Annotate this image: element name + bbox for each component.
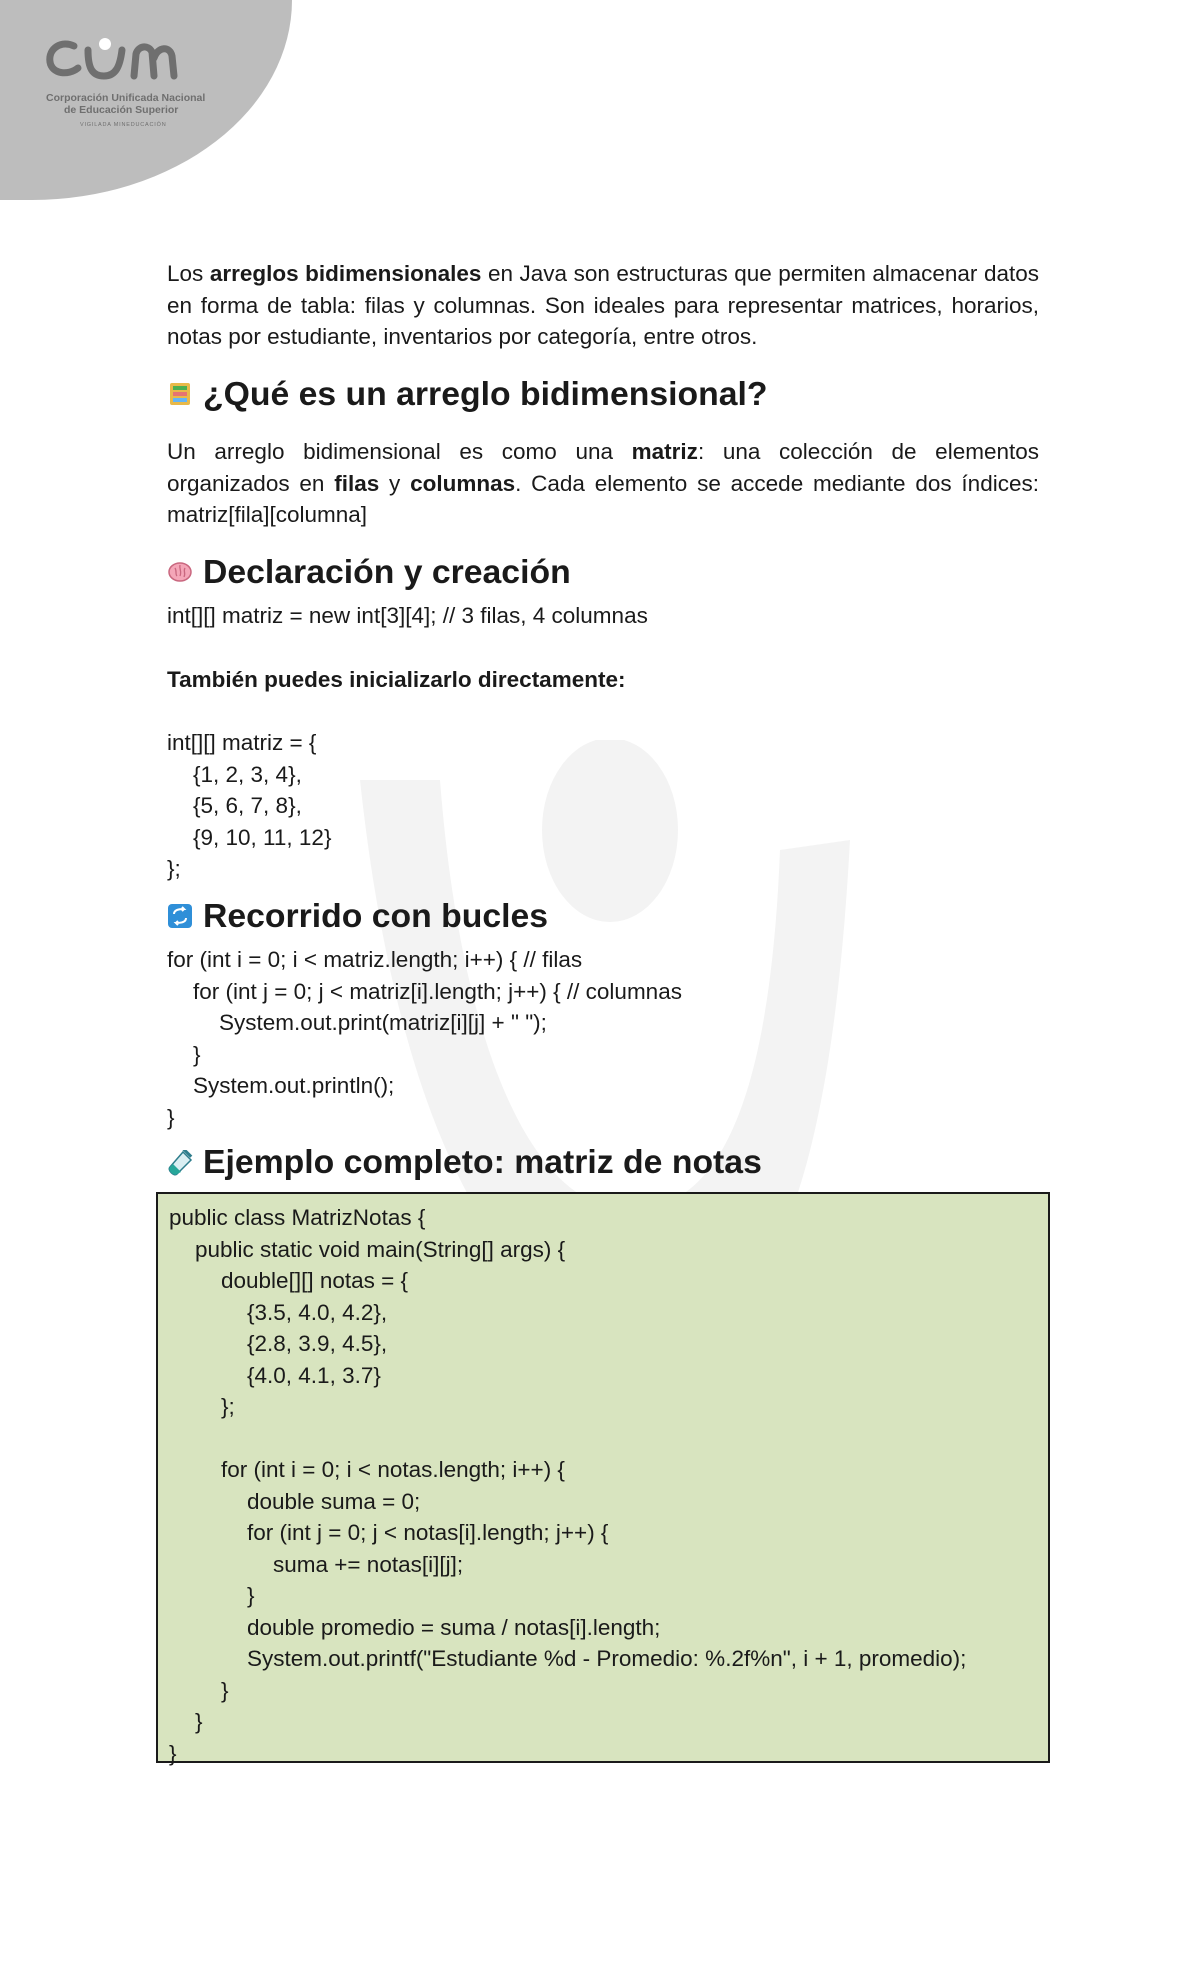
code-line: for (int j = 0; j < matriz[i].length; j++) { // columnas — [193, 978, 682, 1004]
test-tube-icon — [167, 1150, 193, 1176]
logo-text-line3: VIGILADA MINEDUCACIÓN — [80, 122, 167, 128]
code-line: public class MatrizNotas { — [169, 1205, 426, 1230]
code-line: System.out.printf("Estudiante %d - Promedio: %.2f%n", i + 1, promedio); — [247, 1646, 967, 1671]
code-line: System.out.println(); — [193, 1073, 395, 1098]
code-line: {3.5, 4.0, 4.2}, — [247, 1299, 388, 1325]
code-line: } — [195, 1709, 203, 1734]
code-line: } — [193, 1041, 201, 1067]
loop-code-block — [167, 944, 1039, 1133]
init-subheading: También puedes inicializarlo directamente: — [167, 666, 626, 692]
section-heading-declaration: Declaración y creación — [167, 557, 1039, 589]
logo-text-line2: de Educación Superior — [64, 104, 179, 116]
code-line: for (int i = 0; i < notas.length; i++) { — [221, 1457, 565, 1482]
code-line: double[][] notas = { — [221, 1268, 409, 1293]
code-line: } — [221, 1677, 229, 1703]
code-line: System.out.print(matriz[i][j] + " "); — [219, 1010, 547, 1035]
code-line: } — [247, 1583, 255, 1608]
code-line: } — [167, 1104, 175, 1130]
init-code-block — [167, 727, 1039, 885]
code-line: {9, 10, 11, 12} — [193, 824, 332, 850]
code-line: double promedio = suma / notas[i].length; — [247, 1614, 661, 1640]
code-line: public static void main(String[] args) { — [195, 1236, 566, 1262]
code-line-blank — [169, 1423, 1048, 1455]
code-line: }; — [167, 856, 181, 881]
code-line: } — [169, 1740, 177, 1766]
section-heading-what-is: ¿Qué es un arreglo bidimensional? — [167, 379, 1039, 411]
document-body — [167, 258, 1039, 1179]
logo-text-line1: Corporación Unificada Nacional — [46, 92, 206, 104]
cun-logo-icon — [44, 32, 204, 82]
brain-icon — [167, 559, 193, 585]
code-line: {2.8, 3.9, 4.5}, — [247, 1331, 388, 1356]
code-line: suma += notas[i][j]; — [273, 1551, 464, 1577]
repeat-icon — [167, 903, 193, 929]
declaration-code: int[][] matriz = new int[3][4]; // 3 filas, 4 columnas — [167, 603, 648, 628]
code-line: {1, 2, 3, 4}, — [193, 761, 302, 787]
code-line: for (int i = 0; i < matriz.length; i++) { // filas — [167, 947, 583, 972]
section-heading-example: Ejemplo completo: matriz de notas — [167, 1147, 1039, 1179]
code-line: }; — [221, 1394, 235, 1419]
intro-paragraph: Los arreglos bidimensionales en Java son estructuras que permiten almacenar datos en forma de tabla: filas y columnas. Son ideales para representar matrices, horarios, notas por estudiante, inventarios por categoría, entre otros. — [167, 261, 1039, 349]
code-line: {5, 6, 7, 8}, — [193, 793, 302, 818]
definition-paragraph: Un arreglo bidimensional es como una matriz: una colección de elementos organizados en filas y columnas. Cada elemento se accede mediante dos índices: matriz[fila][columna] — [167, 439, 1039, 527]
code-line: double suma = 0; — [247, 1488, 421, 1514]
example-code-box — [156, 1192, 1050, 1766]
book-icon — [167, 381, 193, 407]
code-line: {4.0, 4.1, 3.7} — [247, 1362, 381, 1388]
section-heading-loops: Recorrido con bucles — [167, 901, 1039, 933]
code-line: for (int j = 0; j < notas[i].length; j++) { — [247, 1520, 609, 1545]
code-line: int[][] matriz = { — [167, 730, 317, 755]
